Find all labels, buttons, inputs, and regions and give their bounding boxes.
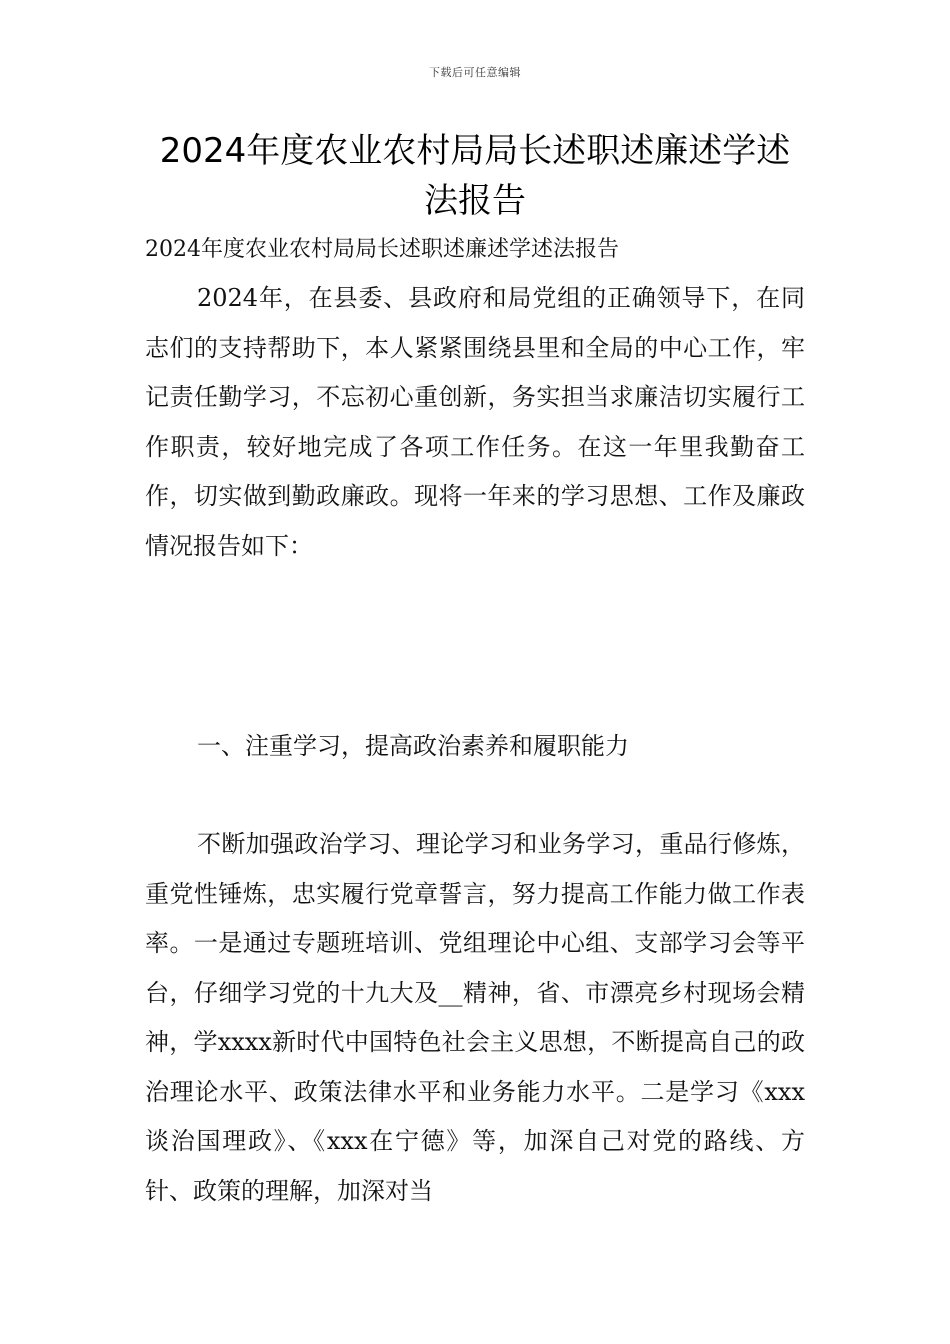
header-note: 下载后可任意编辑: [429, 66, 521, 79]
body-paragraph: 不断加强政治学习、理论学习和业务学习，重品行修炼，重党性锤炼，忠实履行党章誓言，努力提高工作能力做工作表率。一是通过专题班培训、党组理论中心组、支部学习会等平台，仔细学习党的十九大及__精神，省、市漂亮乡村现场会精神，学xxxx新时代中国特色社会主义思想，不断提高自己的政治理论水平、政策法律水平和业务能力水平。二是学习《xxx谈治国理政》、《xxx在宁德》等，加深自己对党的路线、方针、政策的理解，加深对当: [145, 830, 805, 1205]
intro-paragraph: 2024年，在县委、县政府和局党组的正确领导下，在同志们的支持帮助下，本人紧紧围绕县里和全局的中心工作，牢记责任勤学习，不忘初心重创新，务实担当求廉洁切实履行工作职责，较好地完成了各项工作任务。在这一年里我勤奋工作，切实做到勤政廉政。现将一年来的学习思想、工作及廉政情况报告如下：: [145, 284, 805, 560]
section-heading: 一、注重学习，提高政治素养和履职能力: [197, 732, 629, 760]
document-subtitle: 2024年度农业农村局局长述职述廉述学述法报告: [145, 237, 619, 262]
document-title: 2024年度农业农村局局长述职述廉述学述法报告: [159, 131, 791, 221]
